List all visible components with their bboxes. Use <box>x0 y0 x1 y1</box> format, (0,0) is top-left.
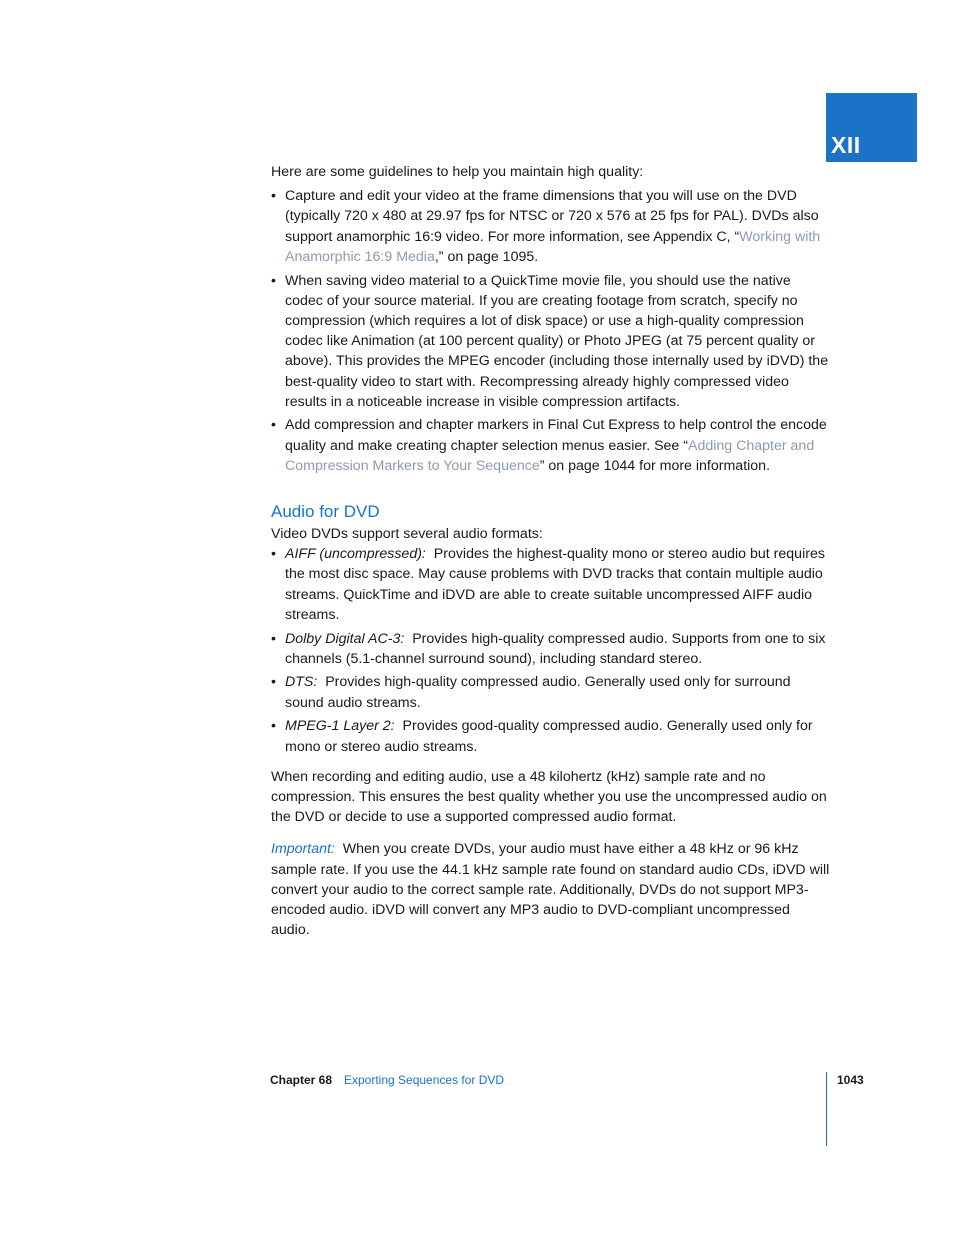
list-item <box>271 186 831 267</box>
cross-reference-link[interactable]: Adding Chapter and Compression Markers to Your Sequence <box>285 437 815 474</box>
format-term: DTS: <box>285 674 318 691</box>
important-note <box>271 839 831 940</box>
guidelines-list <box>271 186 831 476</box>
cross-reference-link[interactable]: Working with Anamorphic 16:9 Media <box>285 228 821 265</box>
intro-text: Here are some guidelines to help you maintain high quality: <box>271 164 644 180</box>
audio-formats-list <box>271 544 831 757</box>
recording-paragraph: When recording and editing audio, use a 48 kilohertz (kHz) sample rate and no compression. This ensures the best quality whether you use the uncompressed audio on the DVD or decide to use a supported compressed audio format. <box>271 768 827 826</box>
section-heading: Audio for DVD <box>271 502 380 522</box>
list-item <box>271 672 831 712</box>
format-desc: Provides the highest-quality mono or stereo audio but requires the most disc space. May cause problems with DVD tracks that contain multiple audio streams. QuickTime and iDVD are able to create suitable uncompressed AIFF audio streams. <box>285 546 825 623</box>
list-item <box>271 544 831 625</box>
format-desc: Provides high-quality compressed audio. Supports from one to six channels (5.1-channel surround sound), including standard stereo. <box>285 630 826 667</box>
list-item <box>271 415 831 476</box>
part-tab <box>826 93 917 162</box>
format-desc: Provides good-quality compressed audio. Generally used only for mono or stereo audio streams. <box>285 718 813 755</box>
page-number: 1043 <box>837 1073 864 1087</box>
item-text: When saving video material to a QuickTime movie file, you should use the native codec of your source material. If you are creating footage from scratch, specify no compression (which requires a lot of disk space) or use a high-quality compression codec like Animation (at 100 percent quality) or Photo JPEG (at 75 percent quality or above). This provides the MPEG encoder (including those internally used by iDVD) the best-quality video to start with. Recompressing already highly compressed video results in a noticeable increase in visible compression artifacts. <box>285 272 829 410</box>
footer-chapter-title[interactable]: Exporting Sequences for DVD <box>344 1073 505 1087</box>
page-content <box>271 162 831 940</box>
item-text: ,” on page 1095. <box>434 248 539 265</box>
format-term: AIFF (uncompressed): <box>285 546 426 563</box>
footer-divider <box>826 1072 827 1146</box>
list-item <box>271 716 831 756</box>
format-term: Dolby Digital AC-3: <box>285 630 405 647</box>
important-text: When you create DVDs, your audio must have either a 48 kHz or 96 kHz sample rate. If you use the 44.1 kHz sample rate found on standard audio CDs, iDVD will convert your audio to the correct sample rate. Additionally, DVDs do not support MP3-encoded audio. iDVD will convert any MP3 audio to DVD-compliant uncompressed audio. <box>271 841 830 939</box>
item-text: ” on page 1044 for more information. <box>539 457 771 474</box>
format-desc: Provides high-quality compressed audio. Generally used only for surround sound audio streams. <box>285 674 791 711</box>
format-term: MPEG-1 Layer 2: <box>285 718 395 735</box>
audio-intro: Video DVDs support several audio formats: <box>271 526 543 543</box>
important-label: Important: <box>271 841 335 858</box>
list-item <box>271 629 831 669</box>
item-text: Capture and edit your video at the frame dimensions that you will use on the DVD (typically 720 x 480 at 29.97 fps for NTSC or 720 x 576 at 25 fps for PAL). DVDs also support anamorphic 16:9 video. For more information, see Appendix C, “ <box>285 188 819 245</box>
footer-chapter: Chapter 68 <box>270 1073 333 1087</box>
item-text: Add compression and chapter markers in Final Cut Express to help control the encode quality and make creating chapter selection menus easier. See “ <box>285 417 827 454</box>
list-item <box>271 271 831 412</box>
part-tab-label: XII <box>831 132 861 158</box>
